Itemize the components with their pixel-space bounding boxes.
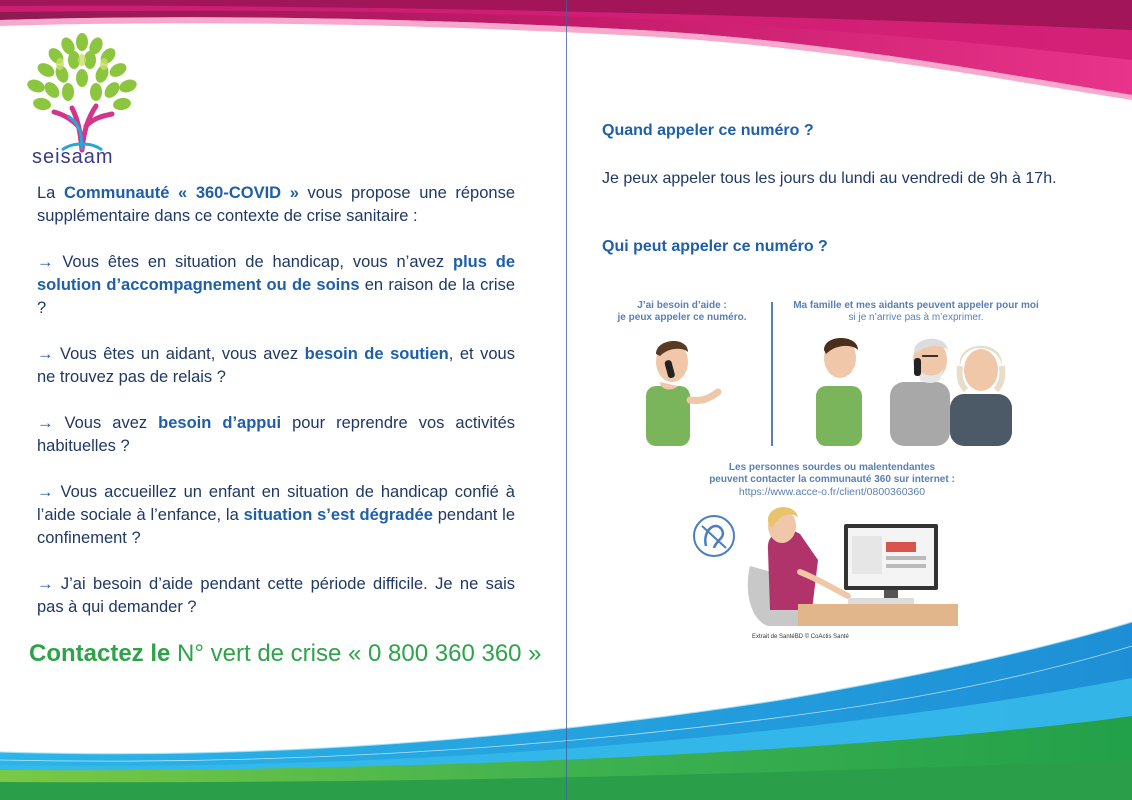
- list-item: [37, 251, 515, 320]
- caption-line: si je n’arrive pas à m’exprimer.: [848, 312, 984, 323]
- item-text-end: en raison de la crise ?: [37, 276, 515, 317]
- answer-when: Je peux appeler tous les jours du lundi au vendredi de 9h à 17h.: [602, 170, 1057, 187]
- caption-line: peuvent contacter la communauté 360 sur internet :: [709, 474, 955, 485]
- item-bold: besoin d’appui: [158, 414, 282, 432]
- arrow-right-icon: →: [37, 253, 54, 271]
- item-text: J’ai besoin d’aide pendant cette période difficile. Je ne sais pas à qui demander ?: [37, 575, 515, 616]
- illustration-credit: Extrait de SantéBD © CoActis Santé: [752, 634, 849, 640]
- item-text: Vous avez: [53, 414, 159, 432]
- intro-bold: Communauté « 360-COVID »: [63, 184, 299, 202]
- caption-line: J’ai besoin d’aide :: [637, 300, 727, 311]
- hotline-contact: [29, 640, 542, 668]
- item-text-end: pour reprendre vos activités habituelles ?: [37, 414, 516, 455]
- item-text-end: , et vous ne trouvez pas de relais ?: [37, 345, 515, 386]
- person-calling-icon: [646, 341, 718, 446]
- intro-text-block: [37, 182, 515, 642]
- logo-wordmark: seisaam: [32, 146, 114, 168]
- page-fold-line: [566, 0, 567, 800]
- question-when: Quand appeler ce numéro ?: [602, 122, 814, 139]
- person-older-man-icon: [890, 339, 950, 446]
- list-item: [37, 343, 515, 389]
- arrow-right-icon: →: [37, 414, 54, 432]
- item-bold: besoin de soutien: [304, 345, 449, 363]
- item-text: Vous accueillez un enfant en situation de handicap confié à l’aide sociale à l’enfance, la: [37, 483, 515, 524]
- deaf-accessibility-icon: [694, 516, 734, 556]
- intro-paragraph: [37, 182, 515, 228]
- list-item: [37, 573, 515, 619]
- contact-number: N° vert de crise « 0 800 360 360 »: [170, 640, 542, 667]
- arrow-right-icon: →: [37, 345, 54, 363]
- acceo-link[interactable]: https://www.acce-o.fr/client/0800360360: [738, 486, 926, 498]
- intro-pre: La: [37, 184, 64, 202]
- item-text-end: pendant le confinement ?: [37, 506, 516, 547]
- list-item: [37, 481, 515, 550]
- contact-bold: Contactez le: [29, 640, 171, 667]
- caption-line: je peux appeler ce numéro.: [617, 312, 747, 323]
- item-text: Vous êtes en situation de handicap, vous n’avez: [53, 253, 453, 271]
- item-bold: situation s’est dégradée: [243, 506, 433, 524]
- item-text: Vous êtes un aidant, vous avez: [53, 345, 305, 363]
- arrow-right-icon: →: [37, 483, 54, 501]
- question-who: Qui peut appeler ce numéro ?: [602, 238, 828, 255]
- list-item: [37, 412, 515, 458]
- woman-at-computer-icon: [748, 507, 958, 626]
- intro-post: vous propose une réponse supplémentaire dans ce contexte de crise sanitaire :: [37, 184, 515, 225]
- caption-family-call: [782, 300, 1050, 324]
- caption-line: Les personnes sourdes ou malentendantes: [728, 462, 936, 473]
- caption-self-call: [612, 300, 752, 324]
- caption-line: Ma famille et mes aidants peuvent appeler pour moi: [793, 300, 1039, 311]
- item-bold: plus de solution d’accompagnement ou de soins: [37, 253, 515, 294]
- person-older-woman-icon: [950, 346, 1012, 446]
- caption-deaf-contact: [690, 462, 974, 486]
- arrow-right-icon: →: [37, 575, 54, 593]
- person-young-man-icon: [816, 338, 862, 446]
